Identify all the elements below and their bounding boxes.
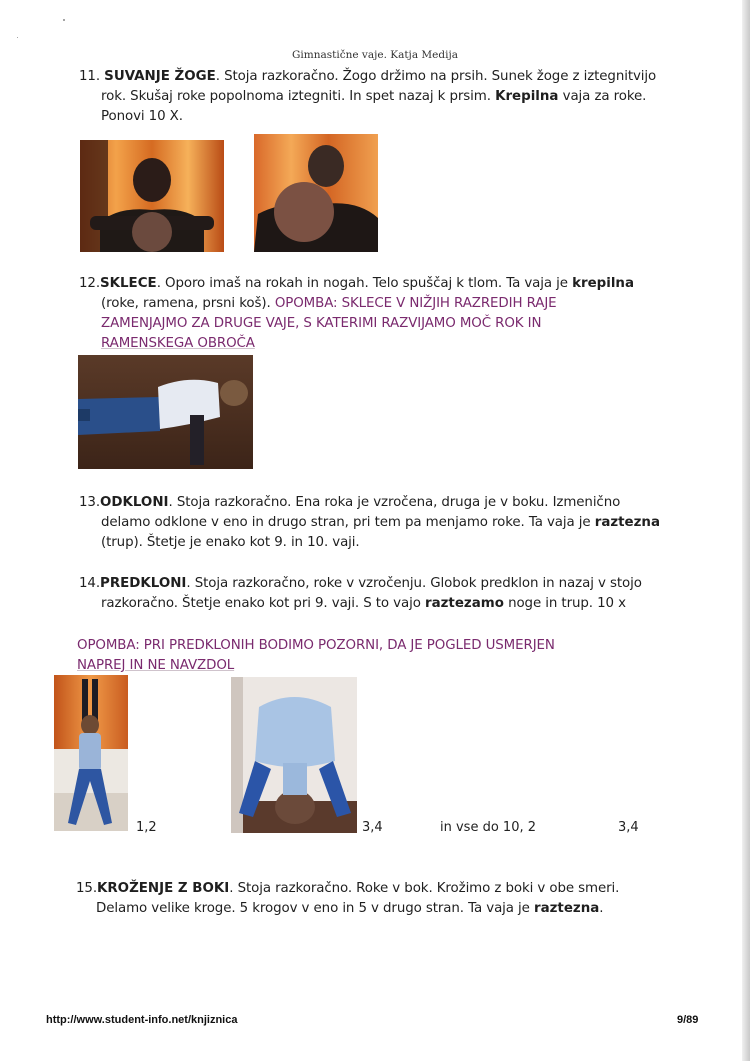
exercise-text: Stoja razkoračno. Roke v bok. Krožimo z boki v obe smeri. bbox=[237, 881, 620, 896]
exercise-text: Oporo imaš na rokah in nogah. Telo spuščaj k tlom. Ta vaja je bbox=[165, 276, 568, 291]
exercise-text: (roke, ramena, prsni koš). bbox=[101, 296, 271, 311]
page-edge-shadow bbox=[742, 0, 750, 1061]
exercise-text: . bbox=[599, 901, 604, 916]
exercise-keyword: raztezamo bbox=[425, 596, 504, 611]
exercise-text: noge in trup. 10 x bbox=[508, 596, 626, 611]
footer-url[interactable]: http://www.student-info.net/knjiznica bbox=[46, 1014, 238, 1026]
exercise-title: KROŽENJE Z BOKI bbox=[97, 881, 230, 896]
photo-forward-bend bbox=[231, 677, 357, 833]
exercise-number: 15. bbox=[76, 881, 97, 896]
caption-count-4: 3,4 bbox=[618, 820, 639, 835]
exercise-keyword: raztezna bbox=[533, 901, 600, 916]
exercise-number: 12. bbox=[79, 276, 100, 291]
caption-count-3: in vse do 10, 2 bbox=[440, 820, 536, 835]
exercise-text: razkoračno. Štetje enako kot pri 9. vaji. S to vajo bbox=[101, 596, 421, 611]
scan-speck bbox=[63, 19, 65, 21]
page-header: Gimnastične vaje. Katja Medija bbox=[292, 49, 458, 61]
exercise-note: NAPREJ IN NE NAVZDOL bbox=[77, 658, 235, 673]
exercise-note: ZAMENJAJMO ZA DRUGE VAJE, S KATERIMI RAZVIJAMO MOČ ROK IN bbox=[101, 316, 542, 331]
exercise-title: ODKLONI bbox=[100, 495, 169, 510]
caption-count-1: 1,2 bbox=[136, 820, 157, 835]
page-number: 9/89 bbox=[677, 1014, 699, 1026]
exercise-number: 11. bbox=[79, 69, 100, 84]
predkloni-note bbox=[77, 636, 697, 676]
exercise-number: 13. bbox=[79, 495, 100, 510]
caption-count-2: 3,4 bbox=[362, 820, 383, 835]
exercise-text: Stoja razkoračno. Žogo držimo na prsih. Sunek žoge z iztegnitvijo bbox=[224, 69, 657, 84]
exercise-title: SUVANJE ŽOGE bbox=[104, 69, 216, 84]
exercise-keyword: Krepilna bbox=[495, 89, 559, 104]
exercise-15: 15.KROŽENJE Z BOKI. Stoja razkoračno. Roke v bok. Krožimo z boki v obe smeri. Delamo velike kroge. 5 krogov v eno in 5 v drugo stran. Ta vaja je raztezna. bbox=[76, 881, 620, 916]
exercise-text: Ponovi 10 X. bbox=[101, 109, 183, 124]
exercise-keyword: raztezna bbox=[594, 515, 660, 530]
photo-ball-push-1 bbox=[80, 140, 224, 252]
exercise-text: Stoja razkoračno. Ena roka je vzročena, druga je v boku. Izmenično bbox=[176, 495, 621, 510]
exercise-14: 14.PREDKLONI. Stoja razkoračno, roke v vzročenju. Globok predklon in nazaj v stojo razkoračno. Štetje enako kot pri 9. vaji. S to vajo raztezamo noge in trup. 10 x bbox=[79, 576, 642, 611]
exercise-text: (trup). Štetje je enako kot 9. in 10. vaji. bbox=[101, 535, 360, 550]
exercise-title: SKLECE bbox=[100, 276, 157, 291]
exercise-text: Delamo velike kroge. 5 krogov v eno in 5 v drugo stran. Ta vaja je bbox=[96, 901, 530, 916]
exercise-text: Stoja razkoračno, roke v vzročenju. Globok predklon in nazaj v stojo bbox=[194, 576, 642, 591]
exercise-note: OPOMBA: PRI PREDKLONIH BODIMO POZORNI, DA JE POGLED USMERJEN bbox=[77, 638, 555, 653]
exercise-number: 14. bbox=[79, 576, 100, 591]
exercise-12: 12.SKLECE. Oporo imaš na rokah in nogah. Telo spuščaj k tlom. Ta vaja je krepilna (roke, ramena, prsni koš). OPOMBA: SKLECE V NIŽJIH RAZREDIH RAJE ZAMENJAJMO ZA DRUGE VAJE, S KATERIMI RAZVIJAMO MOČ ROK IN RAMENSKEGA OBROČA bbox=[79, 274, 699, 354]
exercise-note: RAMENSKEGA OBROČA bbox=[101, 336, 255, 351]
photo-push-up bbox=[78, 355, 253, 469]
exercise-note: OPOMBA: SKLECE V NIŽJIH RAZREDIH RAJE bbox=[274, 296, 557, 311]
exercise-title: PREDKLONI bbox=[100, 576, 187, 591]
photo-arms-up bbox=[54, 675, 128, 831]
exercise-13: 13.ODKLONI. Stoja razkoračno. Ena roka je vzročena, druga je v boku. Izmenično delamo odklone v eno in drugo stran, pri tem pa menjamo roke. Ta vaja je raztezna (trup). Štetje je enako kot 9. in 10. vaji. bbox=[79, 493, 699, 553]
photo-ball-push-2 bbox=[254, 134, 378, 252]
exercise-text: delamo odklone v eno in drugo stran, pri tem pa menjamo roke. Ta vaja je bbox=[101, 515, 591, 530]
exercise-text: rok. Skušaj roke popolnoma iztegniti. In spet nazaj k prsim. bbox=[101, 89, 491, 104]
scan-speck bbox=[17, 37, 18, 38]
exercise-keyword: krepilna bbox=[572, 276, 635, 291]
exercise-text: vaja za roke. bbox=[558, 89, 647, 104]
exercise-11: 11. SUVANJE ŽOGE. Stoja razkoračno. Žogo držimo na prsih. Sunek žoge z iztegnitvijo rok. Skušaj roke popolnoma iztegniti. In spet nazaj k prsim. Krepilna vaja za roke. Ponovi 10 X. bbox=[79, 69, 657, 124]
